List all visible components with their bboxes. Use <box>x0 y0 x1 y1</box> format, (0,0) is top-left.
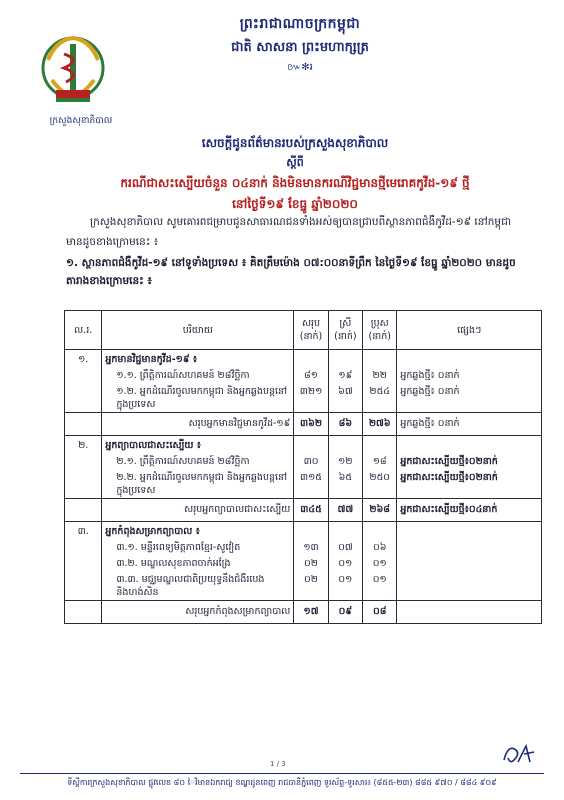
row-total: ៣០ <box>294 454 328 470</box>
group-number: ២. <box>65 436 102 455</box>
header-no: ល.រ. <box>65 311 102 350</box>
group-number: ៣. <box>65 522 102 541</box>
group-number: ១. <box>65 350 102 369</box>
national-motto: ជាតិ សាសនា ព្រះមហាក្សត្រ <box>231 40 369 55</box>
row-male: ២៥០ <box>363 470 397 499</box>
sum-note: អ្នកជាសះស្បើយថ្មី៖០៤នាក់ <box>397 499 542 522</box>
sum-row <box>65 413 542 436</box>
row-total: ១៣ <box>294 540 328 556</box>
footer-divider <box>20 773 544 774</box>
row-note <box>397 556 542 572</box>
signature-mark <box>500 740 540 766</box>
row-total: ៨១ <box>294 368 328 384</box>
row-note: អ្នកជាសះស្បើយថ្មី៖០២នាក់ <box>397 454 542 470</box>
title-line-3: ករណីជាសះស្បើយចំនួន ០៤នាក់ និងមិនមានករណីវិជ្ជមានថ្មីមេរោគកូវីដ-១៩ ថ្មី <box>120 176 470 190</box>
row-total: ០២ <box>294 556 328 572</box>
row-note: អ្នកឆ្លងថ្មី៖ ០នាក់ <box>397 368 542 384</box>
header-note: ផ្សេងៗ <box>397 311 542 350</box>
ministry-logo <box>40 30 106 112</box>
header-female: ស្រី (នាក់) <box>328 311 362 350</box>
row-note <box>397 572 542 601</box>
row-total: ០២ <box>294 572 328 601</box>
group-title: អ្នកមានវិជ្ជមានកូវីដ-១៩ ៖ <box>102 350 294 369</box>
row-note <box>397 540 542 556</box>
table-row <box>65 470 542 499</box>
row-female: ០៧ <box>328 540 362 556</box>
sum-female: ០៩ <box>328 601 362 624</box>
sum-row <box>65 601 542 624</box>
table-row <box>65 454 542 470</box>
row-total: ៣១៥ <box>294 470 328 499</box>
title-line-1: សេចក្តីជូនព័ត៌មានរបស់ក្រសួងសុខាភិបាល <box>201 136 389 150</box>
document-title <box>60 135 530 214</box>
table-row <box>65 540 542 556</box>
header-male: ប្រុស (នាក់) <box>363 311 397 350</box>
sum-male: ២៦៨ <box>363 499 397 522</box>
group-title: អ្នកព្យាបាលជាសះស្បើយ ៖ <box>102 436 294 455</box>
group-title: អ្នកកំពុងសម្រាកព្យាបាល ៖ <box>102 522 294 541</box>
sum-total: ៣៤៥ <box>294 499 328 522</box>
row-male: ០១ <box>363 572 397 601</box>
table-row <box>65 368 542 384</box>
row-description: ២.២. អ្នកដំណើរចូលមកកម្ពុជា និងអ្នកឆ្លងបន្តនៅក្នុងប្រទេស <box>102 470 294 499</box>
table-header-row <box>65 311 542 350</box>
title-date: នៅថ្ងៃទី១៩ ខែធ្នូ ឆ្នាំ២០២០ <box>232 197 358 211</box>
group-row <box>65 522 542 541</box>
sum-row <box>65 499 542 522</box>
row-male: ២២ <box>363 368 397 384</box>
header-total: សរុប (នាក់) <box>294 311 328 350</box>
sum-female: ៨៦ <box>328 413 362 436</box>
row-description: ៣.១. មន្ទីរពេទ្យមិត្តភាពខ្មែរ-សូវៀត <box>102 540 294 556</box>
intro-paragraph: ក្រសួងសុខាភិបាល សូមគោរពជម្រាបជូនសាធារណជនទាំងអស់ឲ្យបានជ្រាបពីស្ថានភាពជំងឺកូវីដ-១៩ នៅកម្ពុជា មានដូចខាងក្រោមនេះ ៖ <box>66 216 512 248</box>
row-female: ៦៥ <box>328 470 362 499</box>
ministry-name: ក្រសួងសុខាភិបាល <box>49 116 113 126</box>
footer-address: ទីស្តីការក្រសួងសុខាភិបាល ផ្លូវលេខ ៨០ ៃវិមានឯករាជ្យ ខណ្ឌដូនពេញ រាជធានីភ្នំពេញ ទូរស័ព្ទ-ទូរសារ៖ (៨៥៥-២៣) ៨៨៥ ៩៧០ / ៨៨៤ ៩០៩ <box>67 778 497 787</box>
sum-total: ១៧ <box>294 601 328 624</box>
page-number: 1 / 3 <box>270 760 286 768</box>
table-row <box>65 556 542 572</box>
covid-stats-table <box>64 310 542 624</box>
row-total: ៣២១ <box>294 384 328 413</box>
sum-male: ០៨ <box>363 601 397 624</box>
sum-female: ៧៧ <box>328 499 362 522</box>
row-description: ២.១. ព្រឹត្តិការណ៍សហគមន៍ ២៨វិច្ឆិកា <box>102 454 294 470</box>
sum-male: ២៧៦ <box>363 413 397 436</box>
sum-label: សរុបអ្នកព្យាបាលជាសះស្បើយ <box>102 499 294 522</box>
row-male: ១៨ <box>363 454 397 470</box>
kingdom-heading <box>180 14 420 75</box>
row-note: អ្នកឆ្លងថ្មី៖ ០នាក់ <box>397 384 542 413</box>
row-female: ០១ <box>328 572 362 601</box>
section-heading: ១. ស្ថានភាពជំងឺកូវីដ-១៩ នៅទូទាំងប្រទេស ៖ គិតត្រឹមម៉ោង ០៧:០០នាទីព្រឹក នៃថ្ងៃទី១៩ ខែធ្នូ ឆ្នាំ២០២០ មានដូចតារាងខាងក្រោមនេះ ៖ <box>66 257 516 287</box>
title-line-2: ស្តីពី <box>286 156 304 169</box>
sum-label: សរុបអ្នកមានវិជ្ជមានកូវីដ-១៩ <box>102 413 294 436</box>
group-row <box>65 436 542 455</box>
kingdom-name: ព្រះរាជាណាចក្រកម្ពុជា <box>239 16 361 32</box>
sum-label: សរុបអ្នកកំពុងសម្រាកព្យាបាល <box>102 601 294 624</box>
row-description: ៣.៣. មជ្ឈមណ្ឌលជាតិប្រយុទ្ធនឹងជំងឺរបេង និងហង់សិន <box>102 572 294 601</box>
row-description: ១.២. អ្នកដំណើរចូលមកកម្ពុជា និងអ្នកឆ្លងបន្តនៅក្នុងប្រទេស <box>102 384 294 413</box>
sum-note <box>397 601 542 624</box>
group-row <box>65 350 542 369</box>
table-row <box>65 384 542 413</box>
sum-note: អ្នកឆ្លងថ្មី៖ ០នាក់ <box>397 413 542 436</box>
header-description: បរិយាយ <box>102 311 294 350</box>
table-row <box>65 572 542 601</box>
row-note: អ្នកជាសះស្បើយថ្មី៖០២នាក់ <box>397 470 542 499</box>
row-female: ០១ <box>328 556 362 572</box>
row-male: ២៥៤ <box>363 384 397 413</box>
row-male: ០៦ <box>363 540 397 556</box>
row-female: ១២ <box>328 454 362 470</box>
row-description: ៣.២. មណ្ឌលសុខភាពចាក់អង្រែ <box>102 556 294 572</box>
sum-total: ៣៦២ <box>294 413 328 436</box>
ornament: ៚✻៛ <box>287 62 313 73</box>
row-description: ១.១. ព្រឹត្តិការណ៍សហគមន៍ ២៨វិច្ឆិកា <box>102 368 294 384</box>
row-female: ១៩ <box>328 368 362 384</box>
row-male: ០១ <box>363 556 397 572</box>
row-female: ៦៧ <box>328 384 362 413</box>
